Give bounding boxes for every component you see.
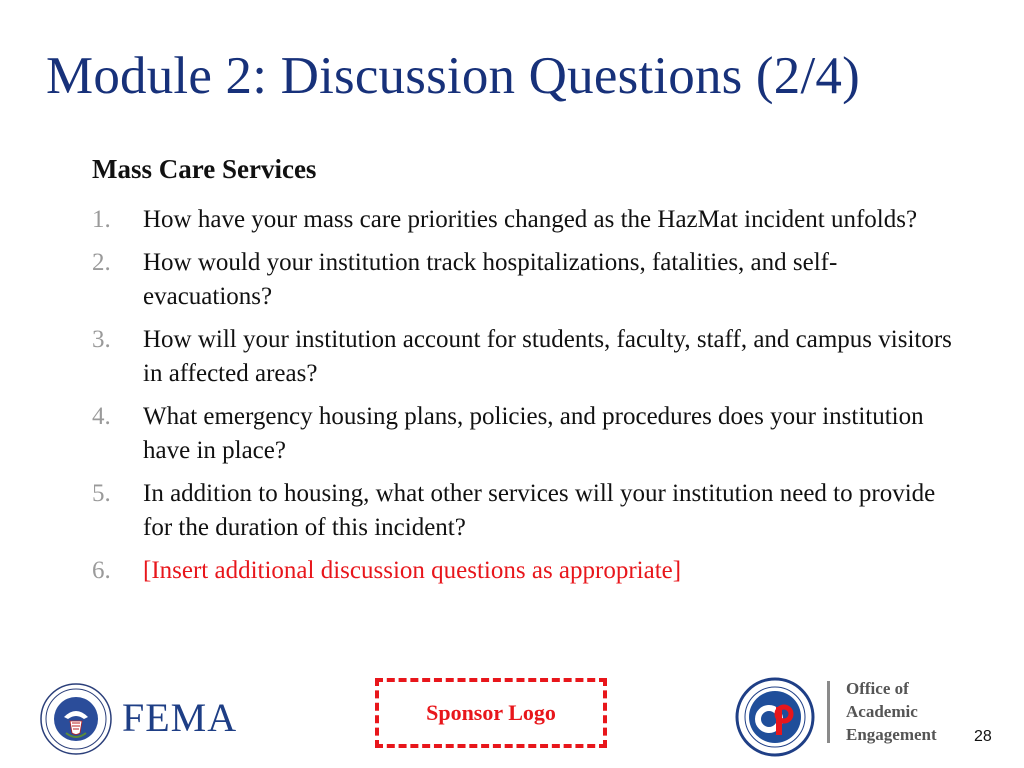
list-item bbox=[92, 554, 962, 588]
question-number: 1. bbox=[92, 206, 111, 233]
question-text: How have your mass care priorities changed as the HazMat incident unfolds? bbox=[143, 206, 918, 233]
question-number: 3. bbox=[92, 326, 111, 353]
question-text: In addition to housing, what other services will your institution need to provide for the duration of this incident? bbox=[143, 480, 936, 541]
page-number: 28 bbox=[974, 728, 992, 745]
fema-wordmark: FEMA bbox=[122, 695, 238, 740]
question-number: 2. bbox=[92, 249, 111, 276]
question-number: 5. bbox=[92, 480, 111, 507]
question-text: How would your institution track hospitalizations, fatalities, and self-evacuations? bbox=[143, 249, 838, 310]
discussion-questions-list bbox=[92, 203, 962, 597]
placeholder-question-text: [Insert additional discussion questions as appropriate] bbox=[143, 557, 682, 584]
question-number: 4. bbox=[92, 403, 111, 430]
question-text: What emergency housing plans, policies, and procedures does your institution have in place? bbox=[143, 403, 924, 464]
campus-resilience-seal-icon bbox=[735, 677, 815, 757]
list-item bbox=[92, 323, 962, 391]
sponsor-logo-placeholder bbox=[375, 678, 607, 748]
dhs-seal-icon bbox=[40, 683, 112, 755]
section-heading: Mass Care Services bbox=[92, 154, 317, 184]
slide-title: Module 2: Discussion Questions (2/4) bbox=[46, 47, 860, 105]
oae-line: Engagement bbox=[846, 725, 937, 744]
question-number: 6. bbox=[92, 557, 111, 584]
list-item bbox=[92, 477, 962, 545]
list-item bbox=[92, 203, 962, 237]
oae-line: Academic bbox=[846, 702, 918, 721]
list-item bbox=[92, 400, 962, 468]
office-of-academic-engagement-logo bbox=[846, 677, 937, 746]
list-item bbox=[92, 246, 962, 314]
oae-line: Office of bbox=[846, 679, 909, 698]
sponsor-logo-label: Sponsor Logo bbox=[426, 700, 556, 725]
question-text: How will your institution account for students, faculty, staff, and campus visitors in affected areas? bbox=[143, 326, 952, 387]
footer-divider bbox=[827, 681, 830, 743]
